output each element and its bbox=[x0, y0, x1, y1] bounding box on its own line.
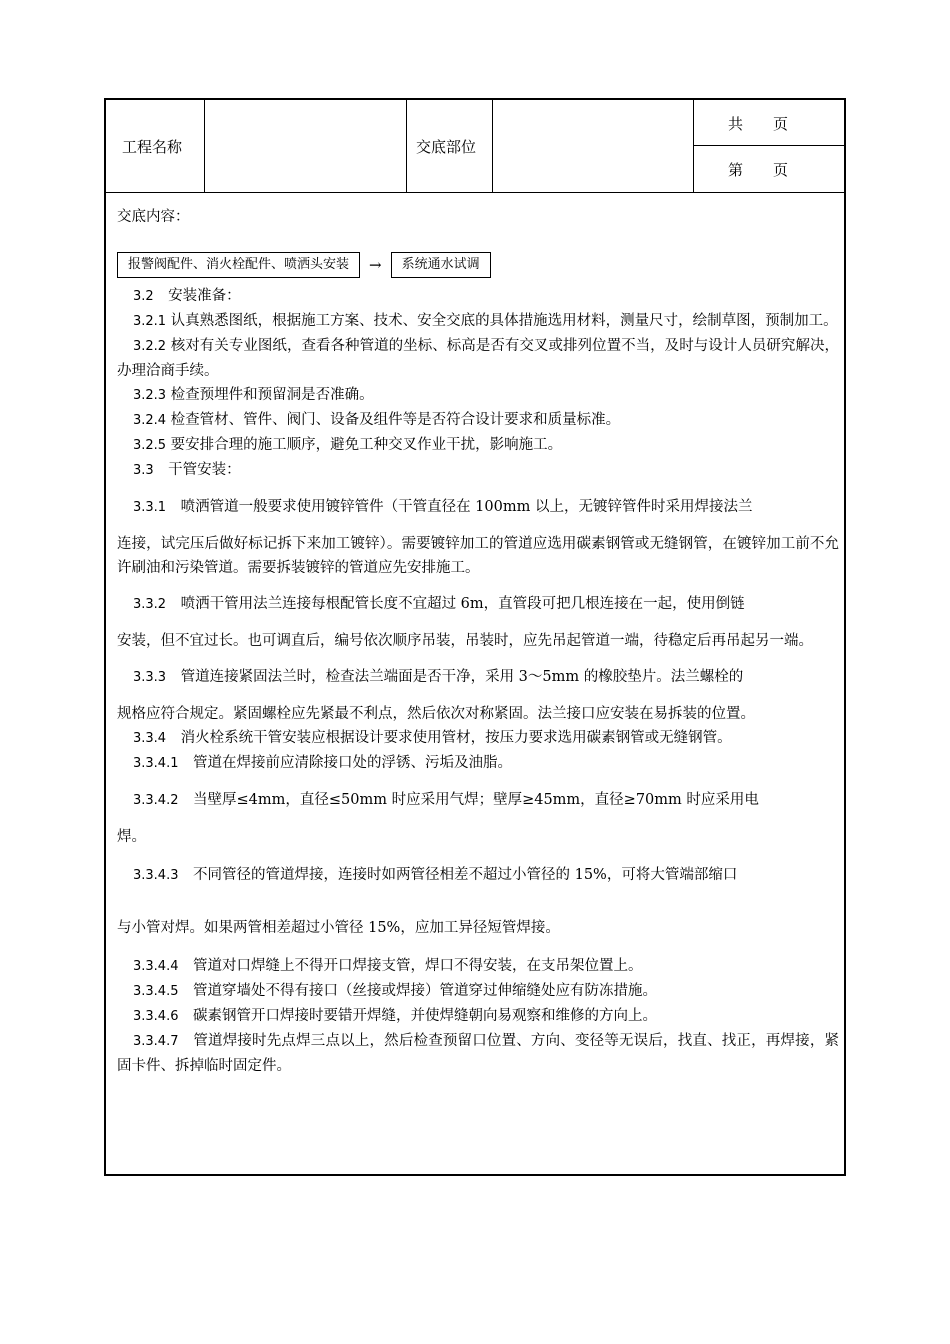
paragraph: 3.3.4.3 不同管径的管道焊接，连接时如两管径相差不超过小管径的 15%，可将大管端部缩口 bbox=[133, 867, 738, 883]
location-label: 交底部位 bbox=[416, 138, 477, 156]
divider bbox=[406, 100, 407, 192]
divider bbox=[693, 145, 844, 146]
disclosure-form bbox=[104, 98, 846, 1176]
divider bbox=[693, 100, 694, 192]
section-heading: 3.2 安装准备： bbox=[133, 288, 241, 304]
paragraph-continued: 规格应符合规定。紧固螺栓应先紧最不利点，然后依次对称紧固。法兰接口应安装在易拆装的位置。 bbox=[117, 706, 755, 722]
form-header bbox=[106, 100, 844, 193]
paragraph-continued: 焊。 bbox=[117, 829, 146, 845]
process-flow bbox=[117, 252, 839, 278]
page-number: 第 页 bbox=[728, 161, 789, 179]
flow-step: 报警阀配件、消火栓配件、喷洒头安装 bbox=[117, 252, 360, 278]
project-name-label: 工程名称 bbox=[122, 138, 183, 156]
paragraph: 3.3.4.2 当壁厚≤4mm，直径≤50mm 时应采用气焊；壁厚≥45mm，直径≥70mm 时应采用电 bbox=[133, 792, 759, 808]
total-pages: 共 页 bbox=[728, 115, 789, 133]
paragraph: 3.3.4.7 管道焊接时先点焊三点以上，然后检查预留口位置、方向、变径等无误后，找直、找正，再焊接，紧固卡件、拆掉临时固定件。 bbox=[117, 1033, 839, 1074]
paragraph: 3.3.4.6 碳素钢管开口焊接时要错开焊缝，并使焊缝朝向易观察和维修的方向上。 bbox=[133, 1008, 657, 1024]
paragraph: 3.3.2 喷洒干管用法兰连接每根配管长度不宜超过 6m，直管段可把几根连接在一起，使用倒链 bbox=[133, 596, 745, 612]
paragraph: 3.3.4.4 管道对口焊缝上不得开口焊接支管，焊口不得安装，在支吊架位置上。 bbox=[133, 958, 643, 974]
flow-step: 系统通水试调 bbox=[391, 252, 491, 278]
paragraph: 3.2.1 认真熟悉图纸，根据施工方案、技术、安全交底的具体措施选用材料，测量尺寸，绘制草图，预制加工。 bbox=[133, 313, 838, 329]
paragraph: 3.2.4 检查管材、管件、阀门、设备及组件等是否符合设计要求和质量标准。 bbox=[133, 412, 621, 428]
paragraph-continued: 与小管对焊。如果两管相差超过小管径 15%，应加工异径短管焊接。 bbox=[117, 920, 560, 936]
divider bbox=[492, 100, 493, 192]
paragraph: 3.3.4 消火栓系统干管安装应根据设计要求使用管材，按压力要求选用碳素钢管或无缝钢管。 bbox=[133, 730, 732, 746]
paragraph: 3.2.3 检查预埋件和预留洞是否准确。 bbox=[133, 387, 374, 403]
content-body bbox=[117, 206, 839, 1078]
paragraph: 3.3.3 管道连接紧固法兰时，检查法兰端面是否干净，采用 3～5mm 的橡胶垫片。法兰螺栓的 bbox=[133, 669, 744, 685]
paragraph: 3.3.1 喷洒管道一般要求使用镀锌管件（干管直径在 100mm 以上，无镀锌管件时采用焊接法兰 bbox=[133, 499, 753, 515]
paragraph: 3.2.5 要安排合理的施工顺序，避免工种交叉作业干扰，影响施工。 bbox=[133, 437, 563, 453]
paragraph: 3.2.2 核对有关专业图纸，查看各种管道的坐标、标高是否有交叉或排列位置不当，及时与设计人员研究解决，办理洽商手续。 bbox=[117, 338, 839, 379]
divider bbox=[204, 100, 205, 192]
paragraph-continued: 安装，但不宜过长。也可调直后，编号依次顺序吊装，吊装时，应先吊起管道一端，待稳定后再吊起另一端。 bbox=[117, 633, 813, 649]
paragraph: 3.3.4.1 管道在焊接前应清除接口处的浮锈、污垢及油脂。 bbox=[133, 755, 512, 771]
section-heading: 3.3 干管安装： bbox=[133, 462, 241, 478]
content-label: 交底内容： bbox=[117, 209, 190, 225]
arrow-right-icon: → bbox=[369, 256, 382, 274]
paragraph: 3.3.4.5 管道穿墙处不得有接口（丝接或焊接）管道穿过伸缩缝处应有防冻措施。 bbox=[133, 983, 657, 999]
paragraph-continued: 连接，试完压后做好标记拆下来加工镀锌）。需要镀锌加工的管道应选用碳素钢管或无缝钢管，在镀锌加工前不允许刷油和污染管道。需要拆装镀锌的管道应先安排施工。 bbox=[117, 536, 839, 576]
